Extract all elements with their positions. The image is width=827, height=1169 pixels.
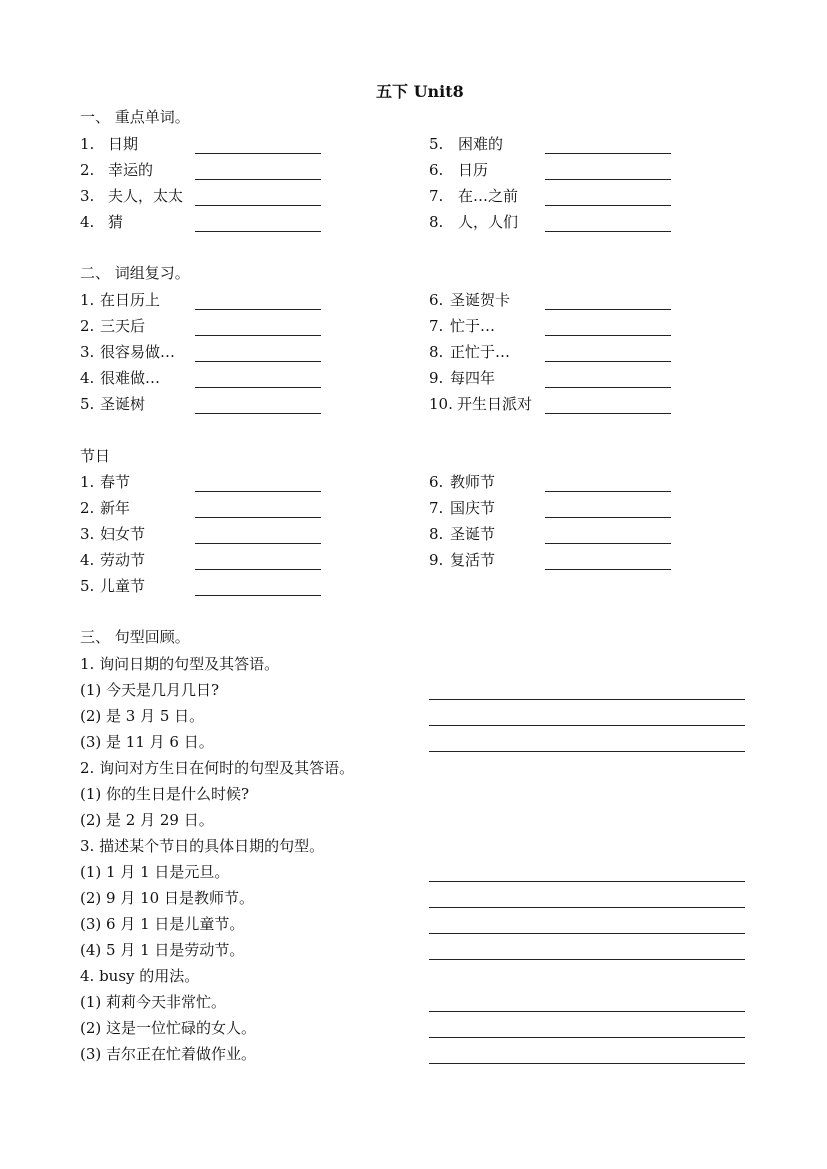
- answer-blank[interactable]: [429, 1063, 745, 1064]
- item-number: 8.: [429, 525, 444, 543]
- item-prompt: 圣诞节: [450, 525, 496, 543]
- answer-blank[interactable]: [545, 543, 671, 544]
- item-number: 1.: [80, 135, 95, 153]
- item-number: 9.: [429, 551, 444, 569]
- item-number: 6.: [429, 473, 444, 491]
- item-prompt: 很容易做…: [100, 343, 176, 361]
- item-number: 10.: [429, 395, 453, 413]
- item-prompt: 夫人，太太: [108, 187, 184, 205]
- sentence-prompt: (3) 6 月 1 日是儿童节。: [80, 915, 245, 933]
- answer-blank[interactable]: [545, 569, 671, 570]
- item-number: 2.: [80, 317, 95, 335]
- section-heading-sentences: 三、 句型回顾。: [80, 628, 190, 646]
- item-number: 1.: [80, 473, 95, 491]
- item-prompt: 妇女节: [100, 525, 146, 543]
- answer-blank[interactable]: [195, 153, 321, 154]
- sentence-prompt: (2) 9 月 10 日是教师节。: [80, 889, 254, 907]
- answer-blank[interactable]: [545, 205, 671, 206]
- answer-blank[interactable]: [195, 309, 321, 310]
- item-number: 7.: [429, 187, 444, 205]
- answer-blank[interactable]: [429, 725, 745, 726]
- answer-blank[interactable]: [195, 543, 321, 544]
- item-prompt: 新年: [100, 499, 131, 517]
- item-number: 7.: [429, 317, 444, 335]
- item-prompt: 人，人们: [458, 213, 519, 231]
- sentence-prompt: (2) 是 3 月 5 日。: [80, 707, 205, 725]
- sentence-prompt: (2) 是 2 月 29 日。: [80, 811, 214, 829]
- item-prompt: 圣诞树: [100, 395, 146, 413]
- answer-blank[interactable]: [195, 595, 321, 596]
- answer-blank[interactable]: [195, 179, 321, 180]
- section-heading-festivals: 节日: [80, 447, 111, 465]
- item-number: 3.: [80, 343, 95, 361]
- answer-blank[interactable]: [429, 907, 745, 908]
- item-prompt: 教师节: [450, 473, 496, 491]
- item-prompt: 春节: [100, 473, 131, 491]
- answer-blank[interactable]: [429, 881, 745, 882]
- answer-blank[interactable]: [545, 361, 671, 362]
- item-prompt: 劳动节: [100, 551, 146, 569]
- answer-blank[interactable]: [545, 517, 671, 518]
- sentence-prompt: (1) 你的生日是什么时候?: [80, 785, 250, 803]
- answer-blank[interactable]: [195, 387, 321, 388]
- item-prompt: 在日历上: [100, 291, 161, 309]
- sentence-prompt: (2) 这是一位忙碌的女人。: [80, 1019, 257, 1037]
- item-number: 9.: [429, 369, 444, 387]
- item-number: 5.: [429, 135, 444, 153]
- answer-blank[interactable]: [195, 335, 321, 336]
- item-prompt: 三天后: [100, 317, 146, 335]
- item-number: 2.: [80, 161, 95, 179]
- answer-blank[interactable]: [429, 1011, 745, 1012]
- sentence-prompt: (1) 今天是几月几日?: [80, 681, 220, 699]
- section-heading-phrases: 二、 词组复习。: [80, 264, 190, 282]
- answer-blank[interactable]: [545, 413, 671, 414]
- item-prompt: 正忙于…: [450, 343, 511, 361]
- answer-blank[interactable]: [195, 569, 321, 570]
- item-number: 6.: [429, 161, 444, 179]
- item-prompt: 国庆节: [450, 499, 496, 517]
- answer-blank[interactable]: [429, 1037, 745, 1038]
- item-prompt: 圣诞贺卡: [450, 291, 511, 309]
- answer-blank[interactable]: [545, 491, 671, 492]
- item-prompt: 在…之前: [458, 187, 519, 205]
- answer-blank[interactable]: [429, 751, 745, 752]
- item-number: 3.: [80, 525, 95, 543]
- item-number: 4.: [80, 551, 95, 569]
- sentence-prompt: (3) 是 11 月 6 日。: [80, 733, 214, 751]
- item-number: 2.: [80, 499, 95, 517]
- sentence-prompt: (3) 吉尔正在忙着做作业。: [80, 1045, 257, 1063]
- sentence-prompt: (1) 莉莉今天非常忙。: [80, 993, 227, 1011]
- answer-blank[interactable]: [545, 309, 671, 310]
- answer-blank[interactable]: [195, 413, 321, 414]
- item-prompt: 每四年: [450, 369, 496, 387]
- page-title: 五下 Unit8: [376, 82, 464, 101]
- answer-blank[interactable]: [429, 933, 745, 934]
- question-group-heading: 2. 询问对方生日在何时的句型及其答语。: [80, 759, 355, 777]
- item-number: 6.: [429, 291, 444, 309]
- section-heading-vocabulary: 一、 重点单词。: [80, 108, 190, 126]
- item-number: 5.: [80, 577, 95, 595]
- item-number: 8.: [429, 343, 444, 361]
- item-prompt: 日历: [458, 161, 489, 179]
- answer-blank[interactable]: [195, 205, 321, 206]
- answer-blank[interactable]: [195, 361, 321, 362]
- item-prompt: 幸运的: [108, 161, 154, 179]
- item-prompt: 复活节: [450, 551, 496, 569]
- item-prompt: 开生日派对: [457, 395, 533, 413]
- sentence-prompt: (4) 5 月 1 日是劳动节。: [80, 941, 245, 959]
- item-number: 4.: [80, 369, 95, 387]
- question-group-heading: 1. 询问日期的句型及其答语。: [80, 655, 280, 673]
- item-number: 1.: [80, 291, 95, 309]
- question-group-heading: 4. busy 的用法。: [80, 967, 200, 985]
- item-prompt: 儿童节: [100, 577, 146, 595]
- answer-blank[interactable]: [545, 335, 671, 336]
- answer-blank[interactable]: [545, 231, 671, 232]
- item-number: 4.: [80, 213, 95, 231]
- sentence-prompt: (1) 1 月 1 日是元旦。: [80, 863, 230, 881]
- question-group-heading: 3. 描述某个节日的具体日期的句型。: [80, 837, 325, 855]
- answer-blank[interactable]: [195, 517, 321, 518]
- item-prompt: 忙于…: [450, 317, 496, 335]
- item-number: 3.: [80, 187, 95, 205]
- item-prompt: 困难的: [458, 135, 504, 153]
- answer-blank[interactable]: [195, 491, 321, 492]
- answer-blank[interactable]: [429, 959, 745, 960]
- item-prompt: 很难做…: [100, 369, 161, 387]
- answer-blank[interactable]: [545, 153, 671, 154]
- answer-blank[interactable]: [545, 387, 671, 388]
- item-prompt: 日期: [108, 135, 139, 153]
- answer-blank[interactable]: [195, 231, 321, 232]
- item-number: 8.: [429, 213, 444, 231]
- answer-blank[interactable]: [429, 699, 745, 700]
- item-prompt: 猜: [108, 213, 124, 231]
- item-number: 5.: [80, 395, 95, 413]
- item-number: 7.: [429, 499, 444, 517]
- answer-blank[interactable]: [545, 179, 671, 180]
